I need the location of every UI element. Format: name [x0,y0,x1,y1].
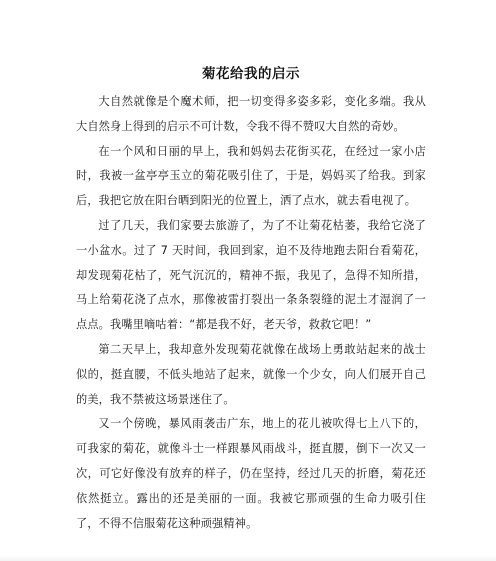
paragraph-4: 第二天早上，我却意外发现菊花就像在战场上勇敢站起来的战士似的，挺直腰，不低头地站了起来，就像一个少女，向人们展开自己的美，我不禁被这场景迷住了。 [76,342,426,406]
article [76,64,426,536]
page-bottom-edge [0,555,496,561]
paragraph-3: 过了几天，我们家要去旅游了，为了不让菊花枯萎，我给它浇了一小盆水。过了 7 天时间，我回到家，迫不及待地跑去阳台看菊花，却发现菊花枯了，死气沉沉的，精神不振，我见了，急得不知所措，马上给菊花浇了点水，那像被雷打裂出一条条裂缝的泥土才湿润了一点点。我嘴里嘀咕着：“都是我不好，老天爷，救救它吧！” [76,218,426,332]
paragraph-1: 大自然就像是个魔术师，把一切变得多姿多彩，变化多端。我从大自然身上得到的启示不可计数，令我不得不赞叹大自然的奇妙。 [76,95,426,133]
paragraph-5: 又一个傍晚，暴风雨袭击广东，地上的花儿被吹得七上八下的，可我家的菊花，就像斗士一样跟暴风雨战斗，挺直腰，倒下一次又一次，可它好像没有放弃的样子，仍在坚持，经过几天的折磨，菊花还依然挺立。露出的还是美丽的一面。我被它那顽强的生命力吸引住了，不得不信服菊花这种顽强精神。 [76,417,426,530]
paragraph-2: 在一个风和日丽的早上，我和妈妈去花街买花，在经过一家小店时，我被一盆亭亭玉立的菊花吸引住了，于是，妈妈买了给我。到家后，我把它放在阳台晒到阳光的位置上，洒了点水，就去看电视了。 [76,144,426,208]
article-title: 菊花给我的启示 [202,66,300,82]
